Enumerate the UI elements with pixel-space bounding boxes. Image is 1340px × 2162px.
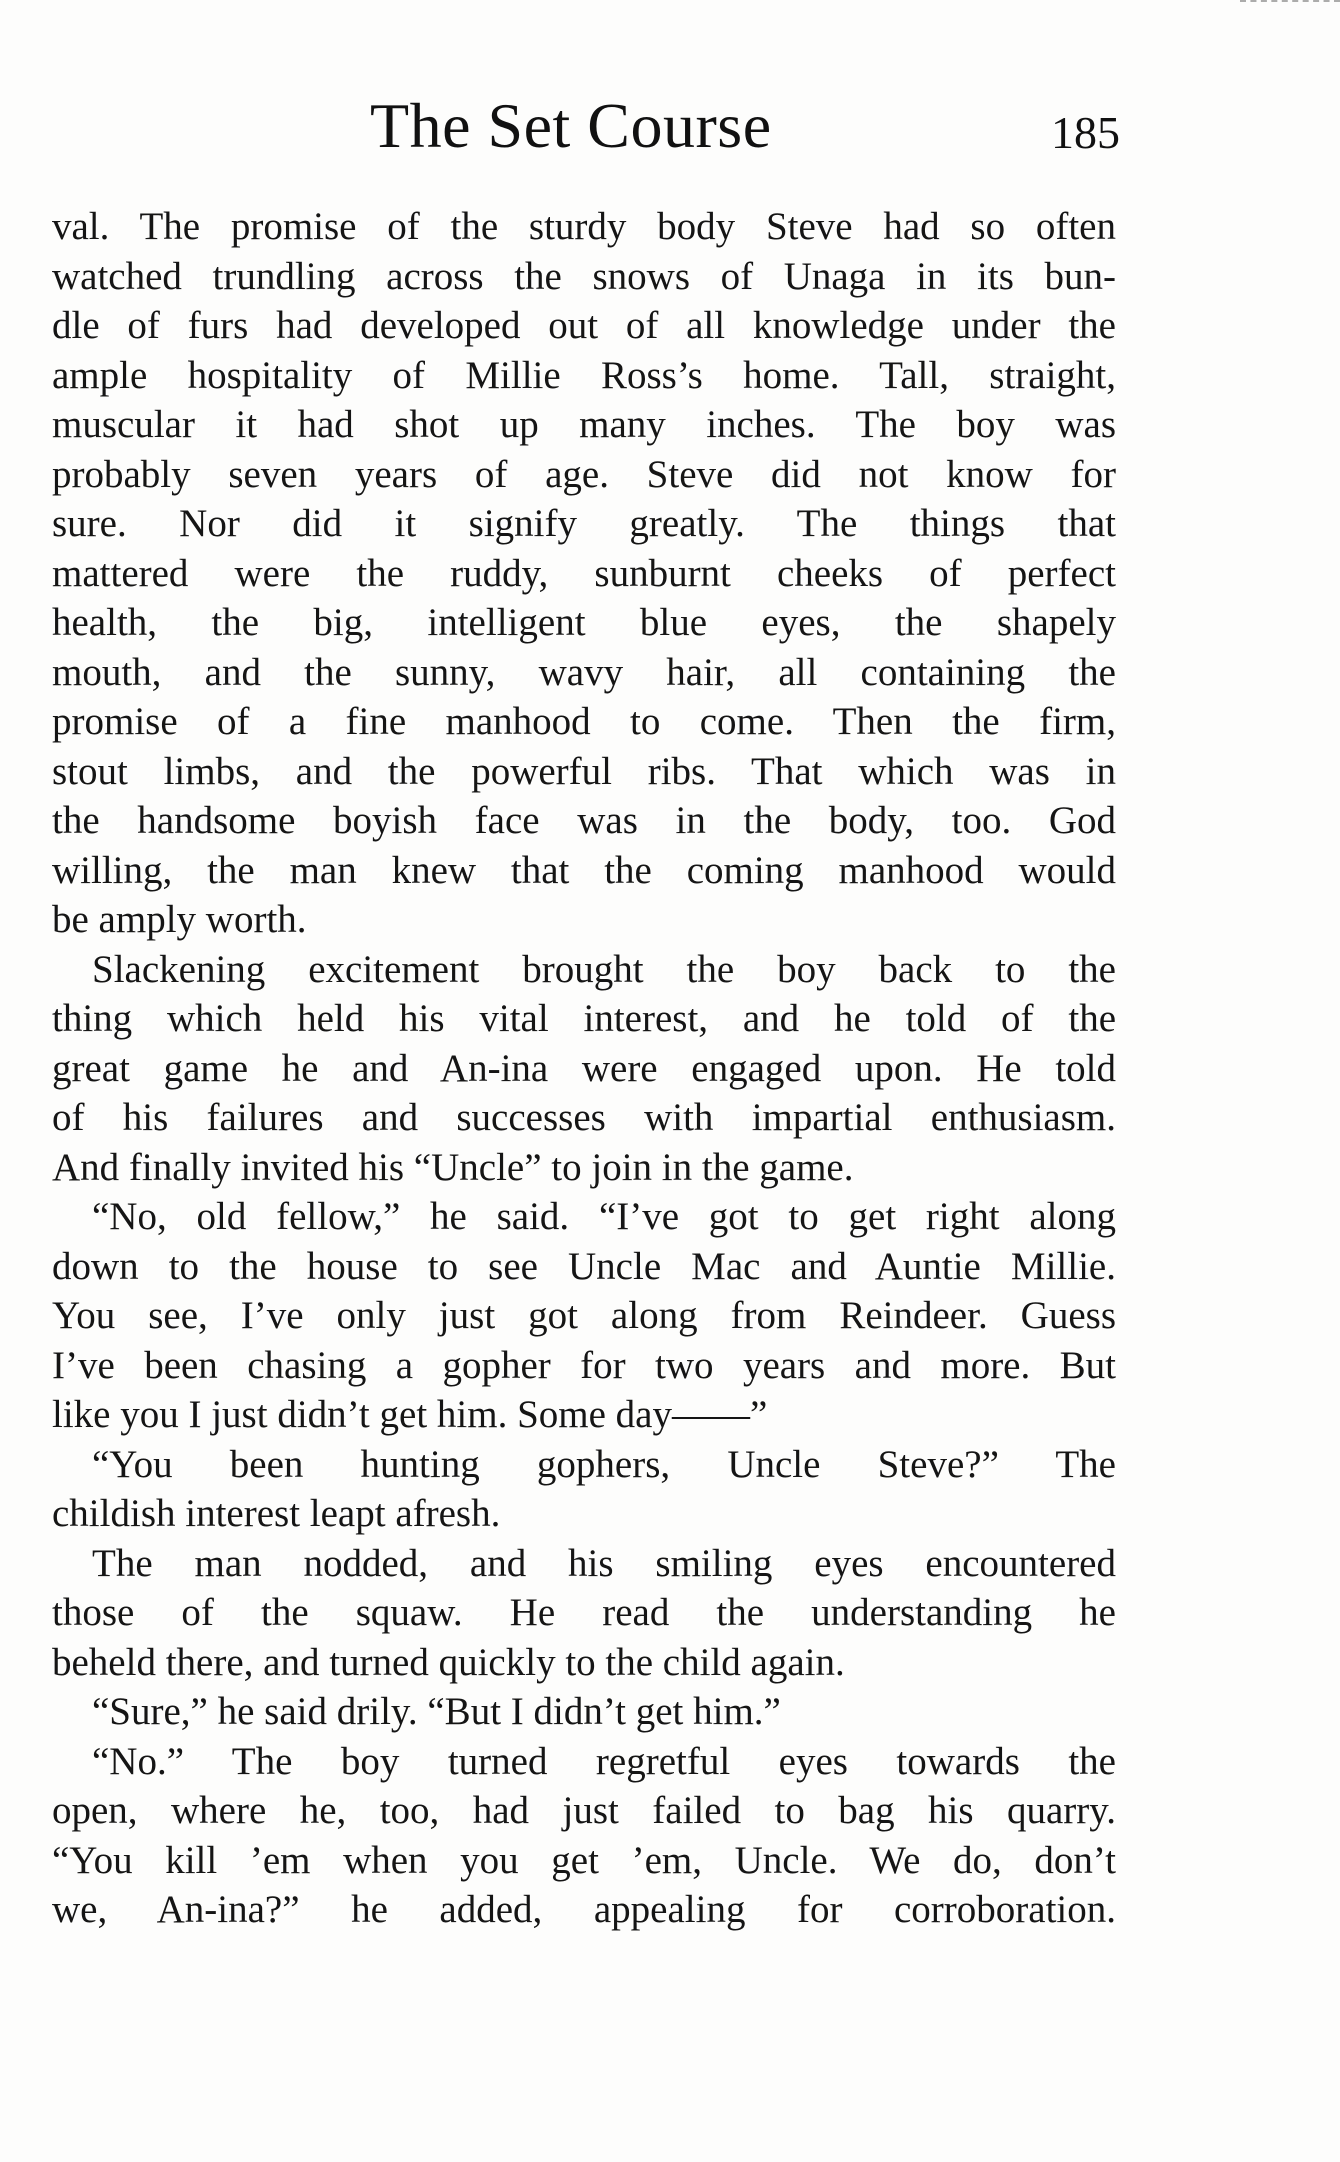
running-title: The Set Course: [370, 90, 772, 161]
text-line: health, the big, intelligent blue eyes, the shapely: [52, 601, 1116, 644]
text-line: great game he and An-ina were engaged upon. He told: [52, 1046, 1116, 1090]
text-line: ample hospitality of Millie Ross’s home. Tall, straight,: [52, 353, 1116, 397]
text-line: those of the squaw. He read the understanding he: [52, 1591, 1116, 1634]
paragraph-end-line: childish interest leapt afresh.: [52, 1492, 501, 1535]
page-number: 185: [1051, 107, 1120, 158]
paragraph-end-line: And finally invited his “Uncle” to join in the game.: [52, 1145, 854, 1189]
paragraph-first-line: The man nodded, and his smiling eyes encountered: [92, 1541, 1116, 1585]
text-line: probably seven years of age. Steve did not know for: [52, 452, 1116, 496]
paragraph-first-line: “No.” The boy turned regretful eyes towards the: [92, 1739, 1116, 1783]
page-header: [52, 84, 1120, 174]
paragraph-single-line: “Sure,” he said drily. “But I didn’t get him.”: [92, 1690, 781, 1733]
text-line: thing which held his vital interest, and he told of the: [52, 997, 1116, 1040]
text-line: stout limbs, and the powerful ribs. That which was in: [52, 749, 1116, 793]
top-edge-mark: [1240, 0, 1340, 6]
text-line: sure. Nor did it signify greatly. The things that: [52, 502, 1116, 545]
text-line: mouth, and the sunny, wavy hair, all containing the: [52, 650, 1116, 694]
text-line: mattered were the ruddy, sunburnt cheeks of perfect: [52, 551, 1116, 595]
paragraph-first-line: “No, old fellow,” he said. “I’ve got to get right along: [92, 1195, 1116, 1238]
paragraph-end-line: like you I just didn’t get him. Some day——”: [52, 1393, 768, 1436]
text-line: muscular it had shot up many inches. The boy was: [52, 403, 1116, 446]
text-line: of his failures and successes with impartial enthusiasm.: [52, 1096, 1116, 1139]
paragraph-first-line: “You been hunting gophers, Uncle Steve?” The: [92, 1442, 1116, 1486]
paragraph-first-line: Slackening excitement brought the boy back to the: [92, 947, 1116, 991]
text-line: the handsome boyish face was in the body, too. God: [52, 799, 1116, 842]
text-line: “You kill ’em when you get ’em, Uncle. We do, don’t: [52, 1838, 1116, 1882]
text-line: we, An-ina?” he added, appealing for corroboration.: [52, 1888, 1116, 1931]
text-line: val. The promise of the sturdy body Steve had so often: [52, 205, 1116, 248]
text-line: down to the house to see Uncle Mac and Auntie Millie.: [52, 1244, 1116, 1288]
text-line: watched trundling across the snows of Unaga in its bun-: [52, 254, 1116, 298]
text-line: You see, I’ve only just got along from Reindeer. Guess: [52, 1294, 1116, 1337]
text-line: promise of a fine manhood to come. Then the firm,: [52, 700, 1116, 743]
text-line: dle of furs had developed out of all knowledge under the: [52, 304, 1116, 347]
text-line: I’ve been chasing a gopher for two years and more. But: [52, 1343, 1116, 1387]
body-text: [52, 202, 1116, 1935]
paragraph-end-line: be amply worth.: [52, 898, 307, 941]
text-line: willing, the man knew that the coming manhood would: [52, 848, 1116, 892]
text-line: open, where he, too, had just failed to bag his quarry.: [52, 1789, 1116, 1832]
paragraph-end-line: beheld there, and turned quickly to the child again.: [52, 1640, 845, 1684]
